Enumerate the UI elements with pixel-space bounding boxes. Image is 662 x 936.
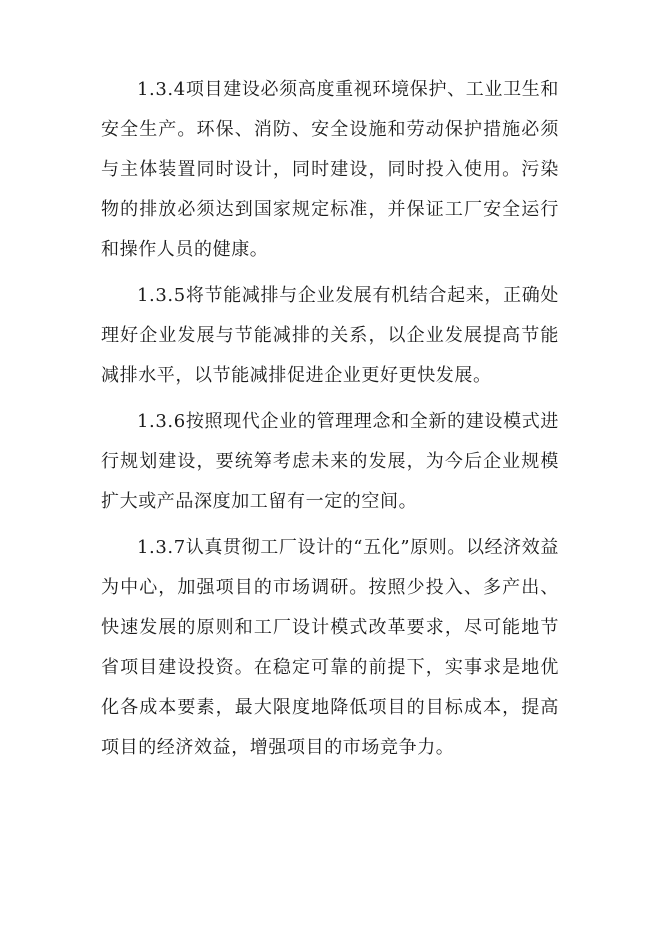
clause-number: 1.3.4 bbox=[137, 79, 186, 100]
clause-number: 1.3.6 bbox=[137, 411, 186, 432]
document-body bbox=[101, 70, 559, 774]
paragraph-1-3-6 bbox=[101, 402, 559, 522]
clause-text: 按照现代企业的管理理念和全新的建设模式进行规划建设，要统筹考虑未来的发展，为今后企业规模扩大或产品深度加工留有一定的空间。 bbox=[101, 411, 559, 512]
paragraph-1-3-4 bbox=[101, 70, 559, 270]
paragraph-1-3-7 bbox=[101, 528, 559, 768]
clause-number: 1.3.5 bbox=[137, 285, 186, 306]
clause-text: 将节能减排与企业发展有机结合起来，正确处理好企业发展与节能减排的关系，以企业发展提高节能减排水平，以节能减排促进企业更好更快发展。 bbox=[101, 285, 559, 386]
paragraph-1-3-5 bbox=[101, 276, 559, 396]
clause-text: 项目建设必须高度重视环境保护、工业卫生和安全生产。环保、消防、安全设施和劳动保护措施必须与主体装置同时设计，同时建设，同时投入使用。污染物的排放必须达到国家规定标准，并保证工厂安全运行和操作人员的健康。 bbox=[101, 79, 559, 260]
clause-number: 1.3.7 bbox=[137, 537, 186, 558]
clause-text: 认真贯彻工厂设计的“五化”原则。以经济效益为中心，加强项目的市场调研。按照少投入、多产出、快速发展的原则和工厂设计模式改革要求，尽可能地节省项目建设投资。在稳定可靠的前提下，实事求是地优化各成本要素，最大限度地降低项目的目标成本，提高项目的经济效益，增强项目的市场竞争力。 bbox=[101, 537, 559, 758]
